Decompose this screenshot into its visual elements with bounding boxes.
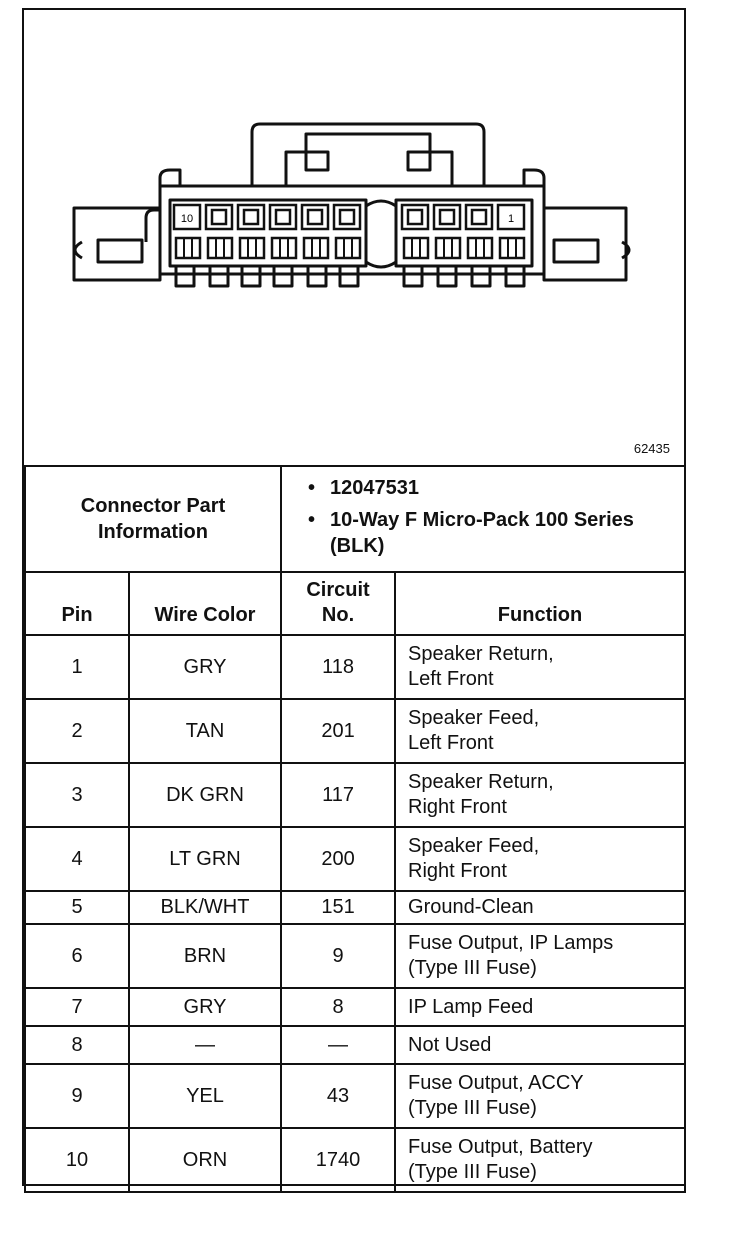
function-cell: Fuse Output, Battery (Type III Fuse): [395, 1128, 685, 1192]
figure-number: 62435: [633, 441, 670, 456]
wire-color-cell: BRN: [129, 924, 281, 988]
connector-face-illustration: [24, 10, 684, 465]
pin-1-label: 1: [507, 213, 515, 225]
wire-color-cell: GRY: [129, 635, 281, 699]
pin-cell: 10: [25, 1128, 129, 1192]
wire-color-cell: LT GRN: [129, 827, 281, 891]
table-row: [25, 763, 685, 827]
connector-type: • 10-Way F Micro-Pack 100 Series (BLK): [308, 507, 684, 559]
pin-cell: 6: [25, 924, 129, 988]
function-cell: Not Used: [395, 1026, 685, 1064]
circuit-cell: 9: [281, 924, 395, 988]
function-cell: IP Lamp Feed: [395, 988, 685, 1026]
connector-info-row: [25, 466, 685, 572]
connector-drawing: [24, 10, 684, 465]
pin-cell: 7: [25, 988, 129, 1026]
connector-info-label: Connector Part Information: [25, 466, 281, 572]
circuit-cell: 201: [281, 699, 395, 763]
table-row: [25, 699, 685, 763]
connector-pinout-table: [24, 465, 686, 1193]
table-row: [25, 635, 685, 699]
function-cell: Fuse Output, IP Lamps (Type III Fuse): [395, 924, 685, 988]
circuit-cell: 151: [281, 891, 395, 924]
pin-cell: 8: [25, 1026, 129, 1064]
pin-cell: 5: [25, 891, 129, 924]
wire-color-cell: ORN: [129, 1128, 281, 1192]
header-circuit-no: Circuit No.: [281, 572, 395, 635]
pin-10-label: 10: [180, 213, 194, 225]
header-row: [25, 572, 685, 635]
wire-color-cell: DK GRN: [129, 763, 281, 827]
table-row: [25, 1026, 685, 1064]
table-row: [25, 827, 685, 891]
table-row: [25, 924, 685, 988]
function-cell: Fuse Output, ACCY (Type III Fuse): [395, 1064, 685, 1128]
header-function: Function: [395, 572, 685, 635]
function-cell: Speaker Feed, Left Front: [395, 699, 685, 763]
wire-color-cell: —: [129, 1026, 281, 1064]
function-cell: Speaker Return, Right Front: [395, 763, 685, 827]
pin-cell: 3: [25, 763, 129, 827]
pin-cell: 9: [25, 1064, 129, 1128]
part-number: • 12047531: [308, 475, 684, 501]
table-row: [25, 891, 685, 924]
pin-cell: 2: [25, 699, 129, 763]
wire-color-cell: YEL: [129, 1064, 281, 1128]
wire-color-cell: GRY: [129, 988, 281, 1026]
diagram-frame: [22, 8, 686, 1186]
header-pin: Pin: [25, 572, 129, 635]
circuit-cell: —: [281, 1026, 395, 1064]
circuit-cell: 43: [281, 1064, 395, 1128]
connector-info-list: [281, 466, 685, 572]
wire-color-cell: TAN: [129, 699, 281, 763]
table-row: [25, 1064, 685, 1128]
circuit-cell: 8: [281, 988, 395, 1026]
circuit-cell: 200: [281, 827, 395, 891]
wire-color-cell: BLK/WHT: [129, 891, 281, 924]
header-wire-color: Wire Color: [129, 572, 281, 635]
table-row: [25, 988, 685, 1026]
table-row: [25, 1128, 685, 1192]
pin-cell: 1: [25, 635, 129, 699]
function-cell: Speaker Feed, Right Front: [395, 827, 685, 891]
circuit-cell: 118: [281, 635, 395, 699]
circuit-cell: 1740: [281, 1128, 395, 1192]
function-cell: Ground-Clean: [395, 891, 685, 924]
function-cell: Speaker Return, Left Front: [395, 635, 685, 699]
circuit-cell: 117: [281, 763, 395, 827]
pin-cell: 4: [25, 827, 129, 891]
